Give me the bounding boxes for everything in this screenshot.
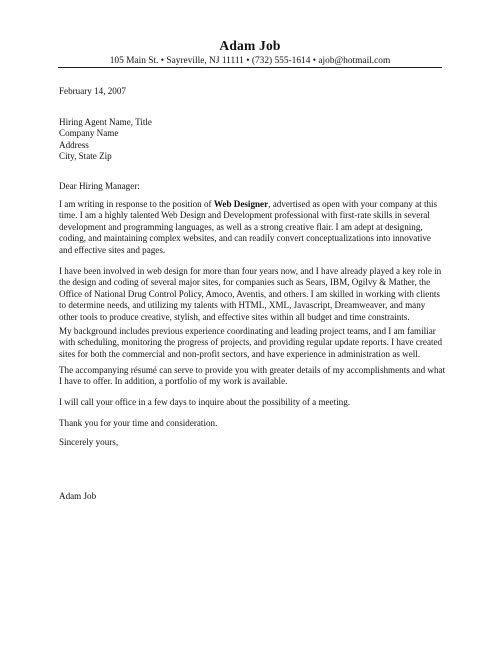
salutation: Dear Hiring Manager: xyxy=(59,181,140,191)
paragraph-line: The accompanying résumé can serve to provide you with greater details of my accomplishments and what xyxy=(59,365,446,375)
body-paragraph-6 xyxy=(59,418,444,429)
body-paragraph-3 xyxy=(59,326,444,360)
paragraph-line: time. I am a highly talented Web Design and Development professional with first-rate skills in several xyxy=(59,210,430,221)
sender-contact-line: 105 Main St. • Sayreville, NJ 11111 • (732) 555-1614 • ajob@hotmail.com xyxy=(109,56,391,66)
paragraph-line: I have to offer. In addition, a portfolio of my work is available. xyxy=(59,376,288,387)
paragraph-line: development and programming languages, as well as a strong creative flair. I am adept at designing, xyxy=(59,221,423,232)
paragraph-line: other tools to produce creative, stylish, and effective sites within all budget and time constraints. xyxy=(59,311,410,322)
paragraph-line: and effective sites and pages. xyxy=(59,244,166,255)
closing: Sincerely yours, xyxy=(59,437,119,447)
paragraph-line xyxy=(59,199,444,210)
recipient-line: Hiring Agent Name, Title xyxy=(59,117,152,127)
paragraph-line: sites for both the commercial and non-profit sectors, and have experience in administration as well. xyxy=(59,348,421,359)
body-paragraph-1 xyxy=(59,199,444,256)
recipient-address xyxy=(59,117,444,163)
body-paragraph-4 xyxy=(59,365,444,388)
signature-name: Adam Job xyxy=(59,491,97,501)
body-paragraph-2 xyxy=(59,266,444,323)
paragraph-line: Thank you for your time and consideration. xyxy=(59,418,218,428)
paragraph-line: I have been involved in web design for more than four years now, and I have already played a key role in xyxy=(59,266,442,276)
letter-date: February 14, 2007 xyxy=(59,86,126,96)
recipient-line: City, State Zip xyxy=(59,151,112,162)
recipient-line: Address xyxy=(59,139,89,150)
paragraph-line: the design and coding of several major sites, for companies such as Sears, IBM, Ogilvy & Mather, the xyxy=(59,277,431,288)
paragraph-line: with scheduling, monitoring the progress of projects, and providing regular update reports. I have created xyxy=(59,337,443,348)
sender-name: Adam Job xyxy=(219,38,281,53)
recipient-line: Company Name xyxy=(59,128,119,139)
paragraph-line: My background includes previous experience coordinating and leading project teams, and I am familiar xyxy=(59,326,436,336)
paragraph-text: , advertised as open with your company at this xyxy=(268,199,438,209)
highlighted-position: Web Designer xyxy=(213,199,269,209)
paragraph-line: to determine needs, and utilizing my talents with HTML, XML, Javascript, Dreamweaver, and many xyxy=(59,300,426,311)
paragraph-line: coding, and maintaining complex websites, and can readily convert conceptualizations into innovative xyxy=(59,233,431,244)
paragraph-line: Office of National Drug Control Policy, Amoco, Aventis, and others. I am skilled in working with clients xyxy=(59,288,440,299)
paragraph-line: I will call your office in a few days to inquire about the possibility of a meeting. xyxy=(59,397,351,407)
body-paragraph-5 xyxy=(59,397,444,408)
paragraph-text: I am writing in response to the position of xyxy=(59,199,214,209)
header-divider xyxy=(58,67,442,68)
